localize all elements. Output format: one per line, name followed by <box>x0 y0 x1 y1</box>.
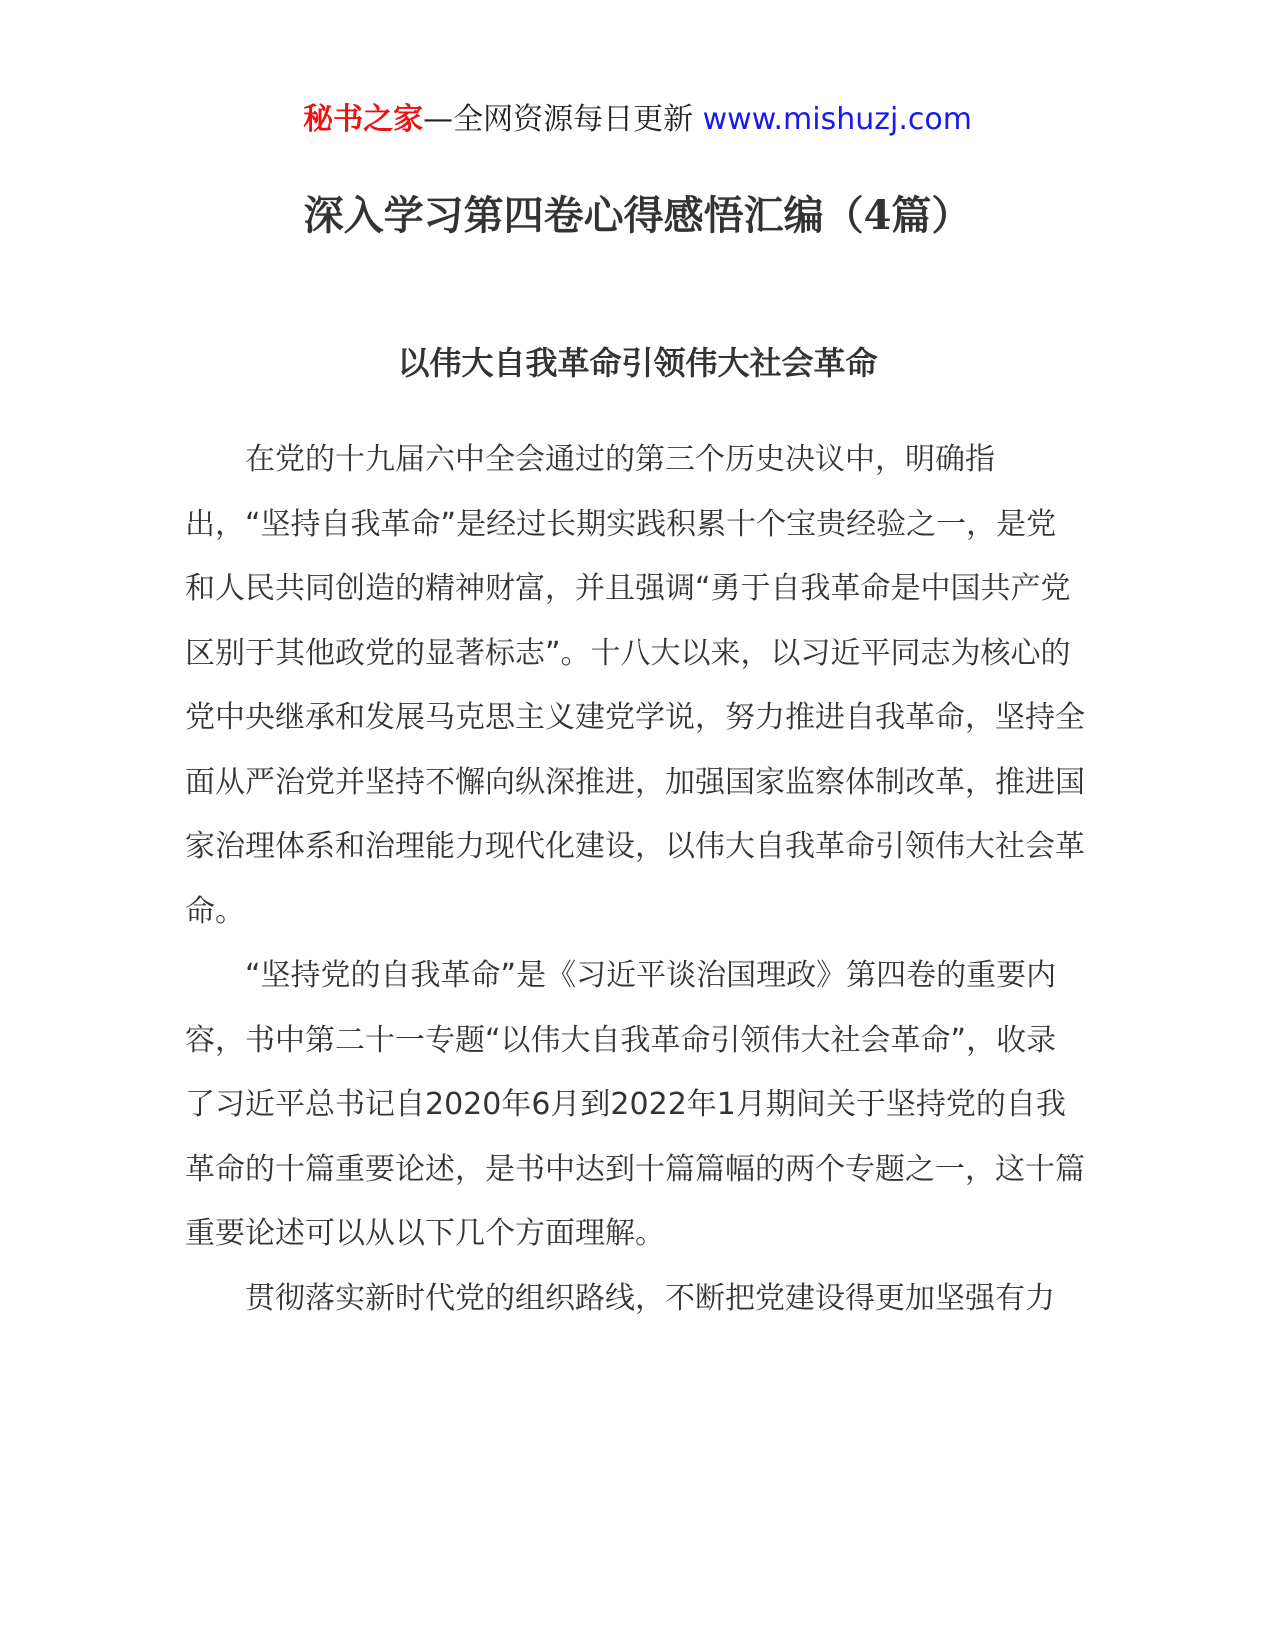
section-title: 以伟大自我革命引领伟大社会革命 <box>397 344 878 382</box>
paragraph: 贯彻落实新时代党的组织路线，不断把党建设得更加坚强有力 <box>245 1280 1055 1316</box>
site-tagline: —全网资源每日更新 <box>423 102 694 137</box>
document-body <box>185 428 1085 1331</box>
site-brand: 秘书之家 <box>303 102 424 137</box>
site-url-link[interactable]: www.mishuzj.com <box>702 102 972 137</box>
site-header <box>0 98 1275 142</box>
paragraph: “坚持党的自我革命”是《习近平谈治国理政》第四卷的重要内容，书中第二十一专题“以伟大自我革命引领伟大社会革命”，收录了习近平总书记自2020年6月到2022年1月期间关于坚持党的自我革命的十篇重要论述，是书中达到十篇篇幅的两个专题之一，这十篇重要论述可以从以下几个方面理解。 <box>185 958 1085 1251</box>
paragraph: 在党的十九届六中全会通过的第三个历史决议中，明确指出，“坚持自我革命”是经过长期实践积累十个宝贵经验之一，是党和人民共同创造的精神财富，并且强调“勇于自我革命是中国共产党区别于其他政党的显著标志”。十八大以来，以习近平同志为核心的党中央继承和发展马克思主义建党学说，努力推进自我革命，坚持全面从严治党并坚持不懈向纵深推进，加强国家监察体制改革，推进国家治理体系和治理能力现代化建设，以伟大自我革命引领伟大社会革命。 <box>185 442 1085 929</box>
document-title: 深入学习第四卷心得感悟汇编（4篇） <box>303 192 972 239</box>
